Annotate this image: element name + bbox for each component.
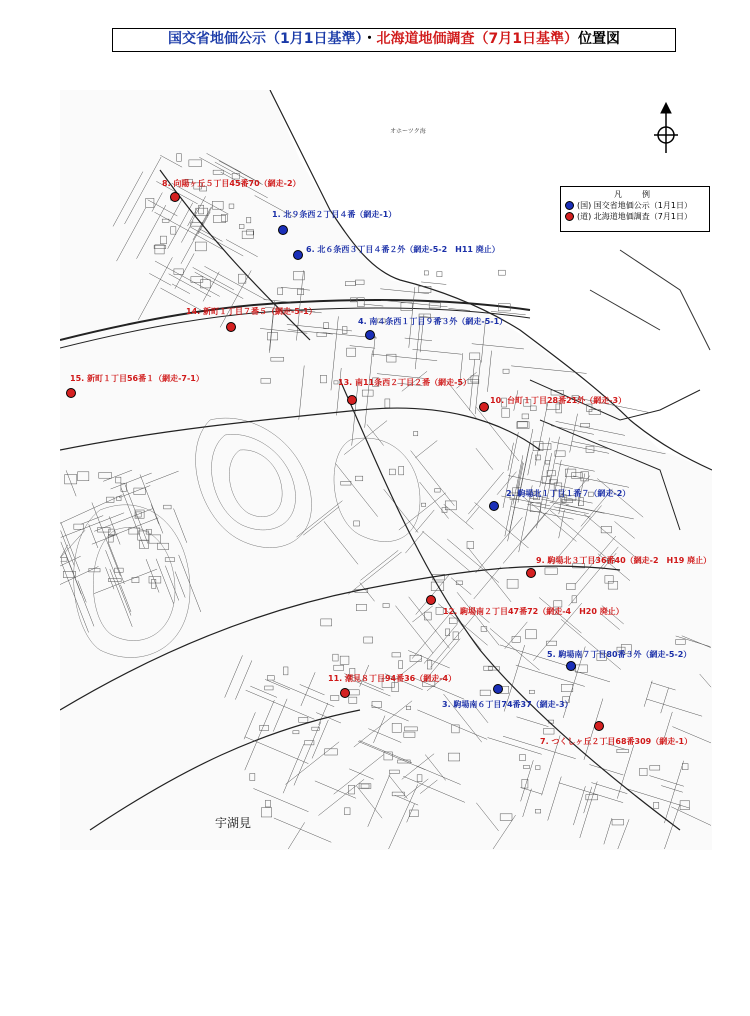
legend-item-prefectural [565, 211, 705, 222]
point-label-2: 2. 駒場北１丁目１番７（網走-2） [506, 489, 631, 498]
point-marker-10[interactable] [479, 402, 489, 412]
point-label-12: 12. 駒場南２丁目47番72（網走-4 H20 廃止） [443, 607, 624, 616]
point-label-3: 3. 駒場南６丁目74番37（網走-3） [442, 700, 573, 709]
red-dot-icon [565, 212, 574, 221]
point-marker-14[interactable] [226, 322, 236, 332]
point-marker-3[interactable] [493, 684, 503, 694]
title-prefectural: 北海道地価調査（7月1日基準） [376, 31, 578, 47]
title-separator: ・ [362, 31, 377, 47]
legend-title: 凡 例 [614, 190, 656, 199]
point-marker-13[interactable] [347, 395, 357, 405]
point-label-5: 5. 駒場南７丁目80番３外（網走-5-2） [547, 650, 692, 659]
map-title [112, 28, 676, 52]
point-marker-4[interactable] [365, 330, 375, 340]
point-label-9: 9. 駒場北３丁目36番40（網走-2 H19 廃止） [536, 556, 712, 565]
point-label-1: 1. 北９条西２丁目４番（網走-1） [272, 210, 397, 219]
title-national: 国交省地価公示（1月1日基準） [168, 31, 363, 47]
point-label-10: 10. 台町１丁目28番21外（網走-3） [490, 396, 627, 405]
point-marker-1[interactable] [278, 225, 288, 235]
point-marker-5[interactable] [566, 661, 576, 671]
point-label-4: 4. 南４条西１丁目９番３外（網走-5-1） [358, 317, 508, 326]
point-label-6: 6. 北６条西３丁目４番２外（網走-5-2 H11 廃止） [306, 245, 500, 254]
point-label-14: 14. 新町１丁目７番５（網走-5-1） [186, 307, 317, 316]
point-marker-7[interactable] [594, 721, 604, 731]
point-marker-12[interactable] [426, 595, 436, 605]
point-label-11: 11. 潮見８丁目94番36（網走-4） [328, 674, 457, 683]
point-marker-2[interactable] [489, 501, 499, 511]
point-marker-8[interactable] [170, 192, 180, 202]
point-label-15: 15. 新町１丁目56番１（網走-7-1） [70, 374, 204, 383]
point-marker-6[interactable] [293, 250, 303, 260]
map-legend [560, 186, 710, 232]
legend-label-prefectural: (道) 北海道地価調査（7月1日） [577, 212, 692, 221]
title-suffix: 位置図 [577, 31, 620, 47]
place-label: 宇湖見 [215, 816, 252, 830]
point-marker-11[interactable] [340, 688, 350, 698]
point-label-7: 7. つくしヶ丘２丁目68番309（網走-1） [540, 737, 693, 746]
point-marker-9[interactable] [526, 568, 536, 578]
legend-label-national: (国) 国交省地価公示（1月1日） [577, 201, 692, 210]
sea-label: オホーツク海 [390, 128, 426, 135]
point-label-8: 8. 向陽ヶ丘５丁目45番70（網走-2） [162, 179, 301, 188]
point-marker-15[interactable] [66, 388, 76, 398]
blue-dot-icon [565, 201, 574, 210]
point-label-13: 13. 南11条西２丁目２番（網走-5） [338, 378, 471, 387]
city-map[interactable] [60, 90, 712, 850]
legend-item-national [565, 200, 705, 211]
